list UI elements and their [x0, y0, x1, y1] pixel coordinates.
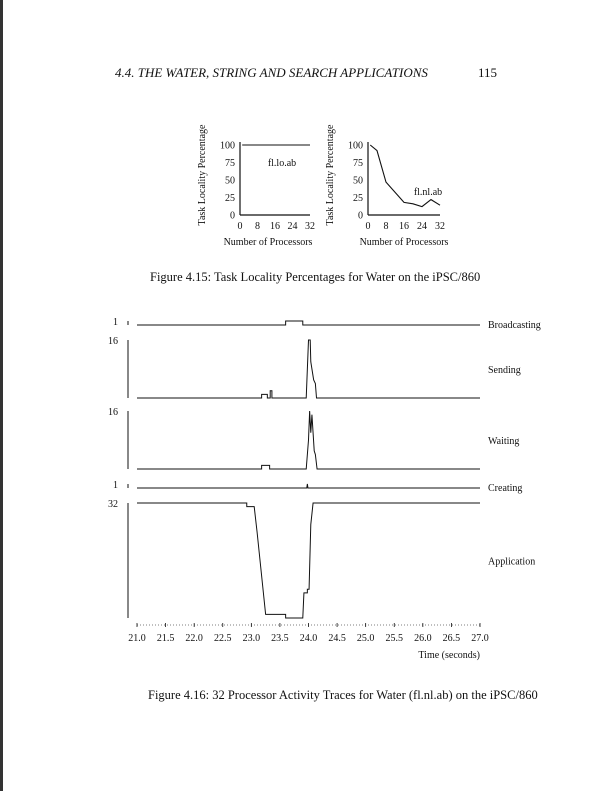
y-tick-label: 25 — [225, 193, 235, 204]
time-tick-label: 24.0 — [299, 633, 318, 644]
y-tick-label: 0 — [230, 210, 235, 222]
trace-application — [137, 503, 480, 618]
panel-max-label: 16 — [108, 407, 118, 418]
time-tick-label: 26.5 — [442, 633, 461, 644]
time-tick-label: 27.0 — [471, 633, 489, 644]
time-tick-label: 22.0 — [185, 633, 203, 644]
y-tick-label: 100 — [220, 140, 235, 152]
x-tick-label: 32 — [435, 221, 445, 232]
series-label: fl.nl.ab — [413, 187, 443, 198]
y-tick-label: 75 — [225, 158, 235, 169]
x-tick-label: 0 — [237, 221, 243, 232]
running-header: 4.4. THE WATER, STRING AND SEARCH APPLICATIONS — [115, 65, 428, 80]
y-tick-label: 100 — [348, 140, 363, 152]
panel-max-label: 32 — [108, 499, 118, 510]
y-tick-label: 50 — [353, 175, 363, 187]
trace-creating — [137, 484, 480, 488]
time-tick-label: 25.0 — [356, 633, 375, 644]
series-label: fl.lo.ab — [267, 158, 297, 169]
trace-label: Creating — [488, 483, 523, 494]
y-tick-label: 50 — [225, 175, 235, 187]
x-tick-label: 8 — [383, 221, 389, 232]
x-tick-label: 0 — [365, 221, 371, 232]
page-number: 115 — [478, 65, 498, 80]
y-axis-label: Task Locality Percentage — [325, 124, 336, 226]
x-axis-label: Number of Processors — [223, 237, 313, 248]
panel-max-label: 1 — [113, 480, 118, 491]
y-tick-label: 25 — [353, 193, 363, 204]
time-tick-label: 21.5 — [156, 633, 175, 644]
y-tick-label: 75 — [353, 158, 363, 169]
trace-label: Sending — [488, 365, 521, 376]
time-axis-label: Time (seconds) — [418, 650, 480, 661]
trace-waiting — [137, 411, 480, 469]
y-tick-label: 0 — [358, 210, 363, 222]
time-tick-label: 26.0 — [414, 633, 432, 644]
time-tick-label: 21.0 — [128, 633, 146, 644]
trace-label: Broadcasting — [488, 320, 541, 331]
trace-label: Application — [488, 556, 536, 568]
x-tick-label: 16 — [270, 221, 280, 232]
panel-max-label: 1 — [113, 317, 118, 328]
time-tick-label: 22.5 — [214, 633, 232, 644]
trace-label: Waiting — [488, 436, 520, 447]
x-tick-label: 32 — [305, 221, 315, 232]
time-tick-label: 24.5 — [328, 633, 346, 644]
trace-sending — [137, 340, 480, 398]
y-axis-label: Task Locality Percentage — [197, 124, 208, 226]
time-tick-label: 23.5 — [271, 633, 289, 644]
x-axis-label: Number of Processors — [359, 237, 449, 248]
figure-415-caption: Figure 4.15: Task Locality Percentages for Water on the iPSC/860 — [150, 270, 481, 284]
trace-broadcasting — [137, 321, 480, 325]
time-tick-label: 23.0 — [242, 633, 261, 644]
time-tick-label: 25.5 — [385, 633, 403, 644]
panel-max-label: 16 — [108, 336, 118, 347]
x-tick-label: 24 — [287, 221, 298, 232]
x-tick-label: 16 — [399, 221, 409, 232]
x-tick-label: 24 — [417, 221, 427, 232]
figure-416-caption: Figure 4.16: 32 Processor Activity Traces for Water (fl.nl.ab) on the iPSC/860 — [148, 688, 538, 702]
x-tick-label: 8 — [255, 221, 260, 232]
